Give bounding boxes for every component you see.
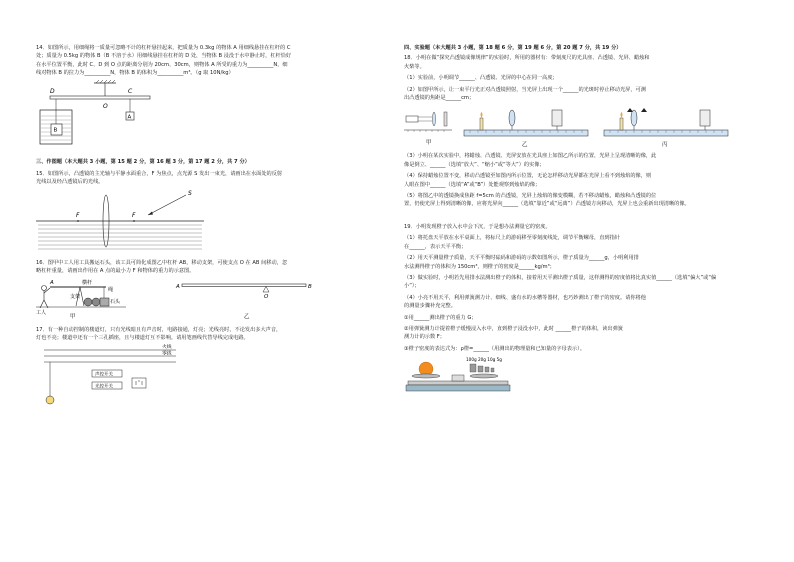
- q15-line-1: 15．如图所示，凸透镜的主光轴与平静水面重合，F 为焦点，点光源 S 发出一束光，请画出在水面处的反射: [36, 171, 283, 178]
- q19-substep-1: ①用______测出橙子的重力 G；: [404, 314, 477, 321]
- q16-line-1: 16．图甲中工人用工具搬运石头，该工具可简化成图乙中杠杆 AB，移动支架，可使支点 O 在 AB 间移动，忽: [36, 259, 288, 266]
- q19-substep-2b: 测力计的示数 F；: [404, 334, 445, 341]
- optics-bench-diagram: [404, 104, 760, 150]
- label-fig-bing: 丙: [662, 142, 668, 149]
- worker-lever-diagram: [36, 278, 388, 320]
- label-A: A: [127, 114, 132, 121]
- q18-step-3a: （3）小明在某次实验中，将蜡烛、凸透镜、光屏安放在光具座上如图乙所示的位置，光屏上呈现清晰的像，此: [404, 153, 657, 160]
- q19-step-4a: （4）小亮不用天平，利用弹簧测力计、细线、盛有水的水槽等器材，也巧妙测出了橙子的密度。请你将他: [404, 294, 646, 301]
- label-rope: 绳: [108, 286, 114, 293]
- circuit-diagram: [36, 344, 196, 412]
- section-3-title: 三、作图题（本大题共 3 小题，第 15 题 2 分，第 16 题 3 分，第 17 题 2 分，共 7 分）: [36, 158, 250, 165]
- q18-step-5b: 置，仍使光屏上得到清晰的像，应将光屏向______（选填“靠近”或“远离”）凸透镜方向移动，光屏上也会重新出现清晰的像。: [404, 201, 690, 208]
- q18-line-2: 火柴等。: [404, 63, 425, 70]
- label-D: D: [50, 87, 55, 95]
- q14-line-2: 处；质量为 0.5kg 的物体 B（B 不溶于水）用细线悬挂在杠杆的 D 处，当物体 B 浸没于水中静止时，杠杆恰好: [36, 53, 292, 60]
- q19-step-1a: （1）将托盘天平放在水平桌面上，将标尺上的游码移至零刻度线处，调节平衡螺母，直到指针: [404, 235, 620, 242]
- q18-step-4a: （4）保持蜡烛位置不变，移动凸透镜至如图丙所示位置，无论怎样移动光屏都在光屏上看不到烛焰的像，则: [404, 173, 652, 180]
- q19-line-1: 19．小明发现橙子放入水中会下沉，于是想办法测量它的密度。: [404, 223, 551, 230]
- q14-line-4: 线对物体 B 的拉力为__________N，物体 B 的体积为__________m³。（g 取 10N/kg）: [36, 70, 234, 77]
- q19-step-4b: 的测量步骤补充完整。: [404, 303, 456, 310]
- label-O: O: [103, 102, 108, 110]
- label-S: S: [188, 189, 192, 197]
- q17-circuit-figure: [36, 344, 388, 412]
- q19-step-3b: 小”）；: [404, 283, 420, 290]
- q18-step-5a: （5）将图乙中的透镜换成焦距 f=5cm 的凸透镜，光屏上烛焰的像变模糊，若不移动蜡烛，蜡烛和凸透镜的位: [404, 193, 657, 200]
- label-A-jia: A: [50, 279, 54, 286]
- label-light-switch: 光控开关: [95, 384, 113, 390]
- q19-step-2b: 水法测得橙子的体积为 150cm³，则橙子的密度是______kg/m³；: [404, 263, 555, 270]
- q17-line-2: 灯也不亮；楼道中还有一个三孔插座，且与楼道灯互不影响。请用笔画线代替导线完成电路。: [36, 335, 249, 342]
- q18-step-1: （1）实验前，小明调节______、凸透镜、光屏的中心在同一高度；: [404, 75, 558, 82]
- section-4-title: 四、实验题（本大题共 3 小题，第 18 题 6 分，第 19 题 6 分，第 20 题 7 分，共 19 分）: [404, 45, 622, 51]
- label-live-wire: 火线: [162, 345, 172, 351]
- q14-line-1: 14．如图所示，用细绳将一质量可忽略不计的杠杆悬挂起来，把质量为 0.3kg 的物体 A 用细线悬挂在杠杆的 C: [36, 45, 291, 51]
- q16-figures: [36, 278, 388, 320]
- label-sound-switch: 声控开关: [95, 372, 113, 378]
- lens-water-diagram: [36, 189, 206, 253]
- q18-step-3b: 像是倒立、______（选填“放大”、“缩小”或“等大”）的实像；: [404, 161, 545, 168]
- label-worker: 工人: [36, 309, 47, 316]
- label-weights: 100g 20g 10g 5g: [466, 357, 502, 363]
- label-neutral-wire: 零线: [162, 351, 172, 357]
- q18-line-1: 18．小明在做“探究凸透镜成像规律”的实验时，所用的器材有：带刻度尺的光具座、凸透镜、光屏、蜡烛和: [404, 55, 650, 62]
- q18-optics-figures: [404, 104, 760, 150]
- label-beam: 横杆: [82, 279, 93, 286]
- balance-diagram: [404, 355, 524, 395]
- q15-lens-figure: [36, 189, 388, 253]
- label-F-right: F: [132, 211, 136, 219]
- q19-step-3a: （3）做实验时，小明若先用排水法测出橙子的体积，接着用天平测出橙子质量，这样测得的密度值将比真实值______（选填“偏大”或“偏: [404, 274, 717, 281]
- label-B: B: [53, 127, 58, 134]
- q15-line-2: 光线以及经凸透镜后的光线。: [36, 179, 104, 186]
- lever-diagram: [36, 80, 166, 146]
- q19-step-2a: （2）用天平测量橙子质量，天平平衡时砝码和游码的示数如图所示，橙子质量为______g，小明利用排: [404, 255, 639, 262]
- label-C: C: [128, 87, 133, 95]
- q18-step-2b: 出凸透镜的焦距是______cm；: [404, 95, 475, 102]
- label-O-yi: O: [264, 293, 269, 300]
- label-B-yi: B: [308, 283, 312, 290]
- q19-substep-3: ③橙子密度的表达式为：ρ橙=______（用测出的物理量和已知量的字母表示）。: [404, 345, 585, 352]
- q17-line-1: 17．有一种自动控制的楼道灯，只有光线暗且有声音时，电路接通，灯亮；光线亮时，不论发出多大声音，: [36, 326, 282, 333]
- label-stone: 石头: [110, 298, 121, 305]
- label-fig-jia: 甲: [426, 140, 432, 147]
- q18-step-4b: 人眼在图中______（选填“A”或“B”）处能观察到烛焰的像；: [404, 181, 541, 188]
- q16-line-2: 略杠杆重量，请画出作用在 A 点的最小力 F 和物体的重力的示意图。: [36, 268, 195, 275]
- q19-balance-figure: [404, 355, 760, 395]
- label-F-left: F: [76, 211, 80, 219]
- q18-step-2a: （2）如图甲所示，让一束平行光正对凸透镜照射，当光屏上出现一个______的光斑时停止移动光屏，可测: [404, 86, 646, 93]
- left-column: [36, 44, 388, 414]
- label-A-yi: A: [176, 283, 180, 290]
- q19-step-1b: 在______，表示天平平衡；: [404, 243, 467, 250]
- q19-substep-2a: ②用弹簧测力计提着橙子缓慢浸入水中，直到橙子浸没水中，此时 ______橙子的体积，读出弹簧: [404, 325, 623, 332]
- label-stand: 支架: [70, 293, 81, 300]
- label-yi: 乙: [244, 313, 250, 320]
- label-jia: 甲: [70, 313, 76, 320]
- q14-lever-figure: [36, 80, 388, 146]
- label-fig-yi: 乙: [522, 142, 528, 149]
- right-column: [404, 44, 760, 397]
- q14-line-3: 在水平位置平衡，此时 C、D 到 O 点的距离分别为 20cm、30cm，则物体 A 所受的重力为__________N，细: [36, 61, 288, 68]
